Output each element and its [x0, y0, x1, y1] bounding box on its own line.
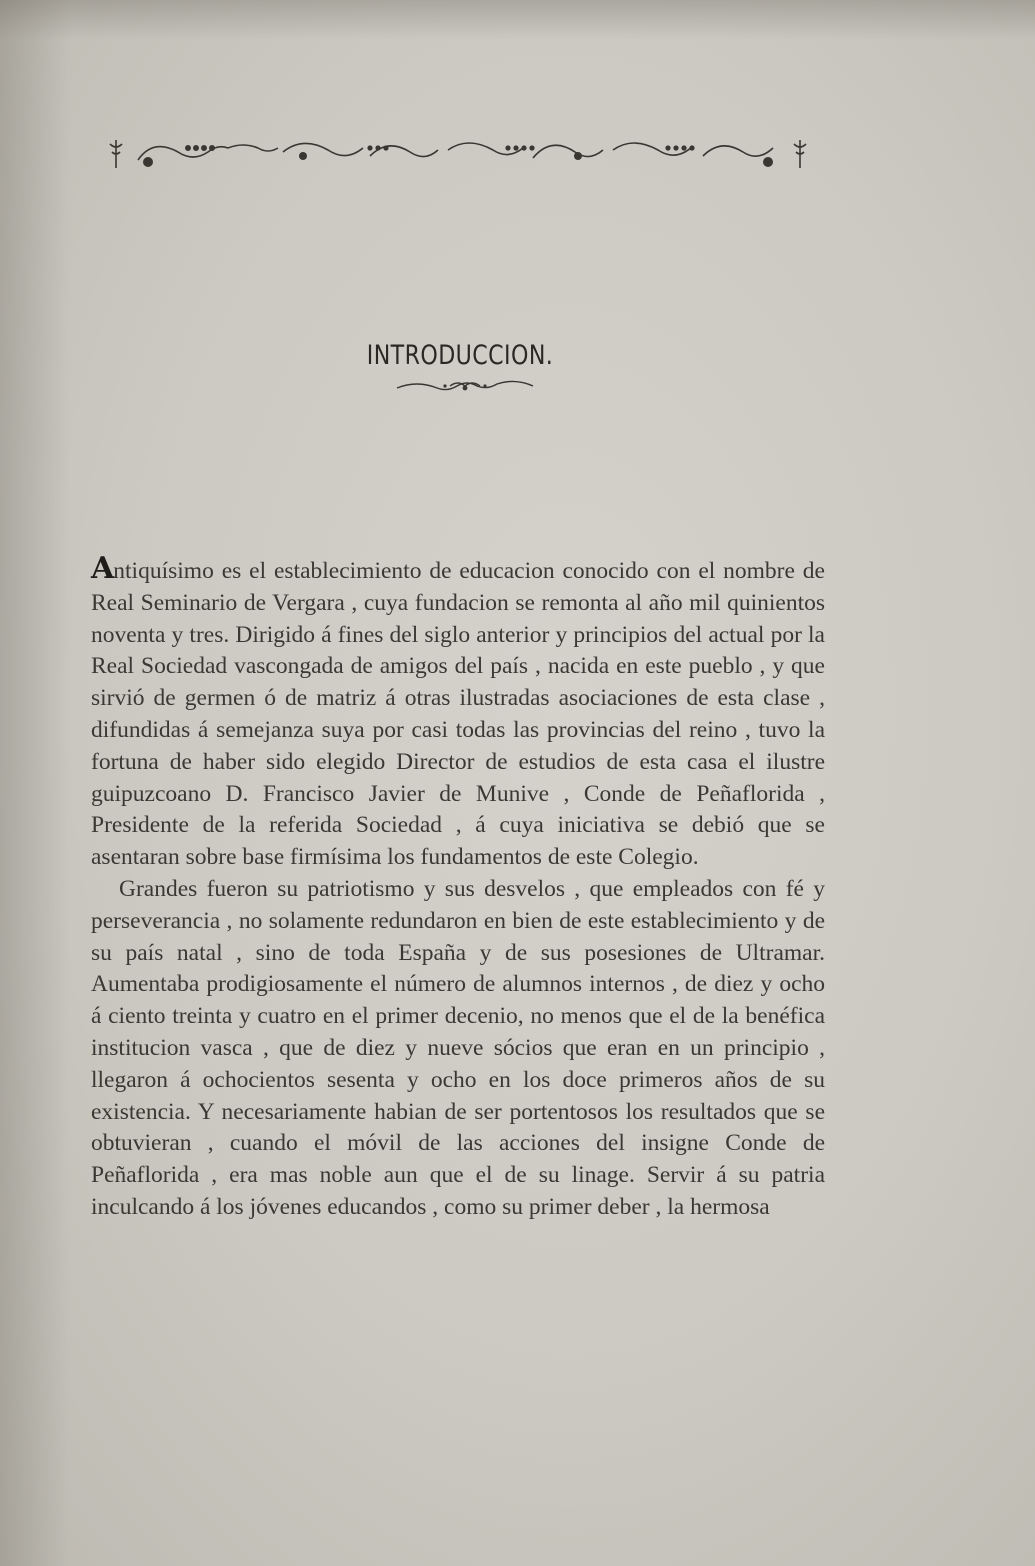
- page-edge-shadow: [0, 0, 70, 1566]
- flourish-icon: [395, 378, 535, 394]
- page-title: INTRODUCCION.: [366, 340, 554, 371]
- paragraph-1-text: ntiquísimo es el establecimiento de educacion conocido con el nombre de Real Seminario de Vergara , cuya fundacion se remonta al año mil quinientos noventa y tres. Dirigido á fines del siglo anterior y principios del actual por la Real Sociedad vascongada de amigos del país , nacida en este pueblo , y que sirvió de germen ó de matriz á otras ilustradas asociaciones de esta clase , difundidas á semejanza suya por casi todas las provincias del reino , tuvo la fortuna de haber sido elegido Director de estudios de esta casa el ilustre guipuzcoano D. Francisco Javier de Munive , Conde de Peñaflorida , Presidente de la referida Sociedad , á cuya iniciativa se debió que se asentaran sobre base firmísima los fundamentos de este Colegio.: [91, 558, 825, 871]
- drop-cap: A: [91, 551, 114, 586]
- paragraph-1: [91, 553, 825, 874]
- paragraph-2: Grandes fueron su patriotismo y sus desvelos , que empleados con fé y perseverancia , no solamente redundaron en bien de este establecimiento y de su país natal , sino de toda España y de sus posesiones de Ultramar. Aumentaba prodigiosamente el número de alumnos internos , de diez y ocho á ciento treinta y cuatro en el primer decenio, no menos que el de la benéfica institucion vasca , que de diez y nueve sócios que eran en un principio , llegaron á ochocientos sesenta y ocho en los doce primeros años de su existencia. Y necesariamente habian de ser portentosos los resultados que se obtuvieran , cuando el móvil de las acciones del insigne Conde de Peñaflorida , era mas noble aun que el de su linage. Servir á su patria inculcando á los jóvenes educandos , como su primer deber , la hermosa: [91, 875, 825, 1220]
- ornamental-border-icon: [108, 130, 808, 178]
- page-top-shadow: [0, 0, 1035, 40]
- body-text: [91, 553, 825, 1224]
